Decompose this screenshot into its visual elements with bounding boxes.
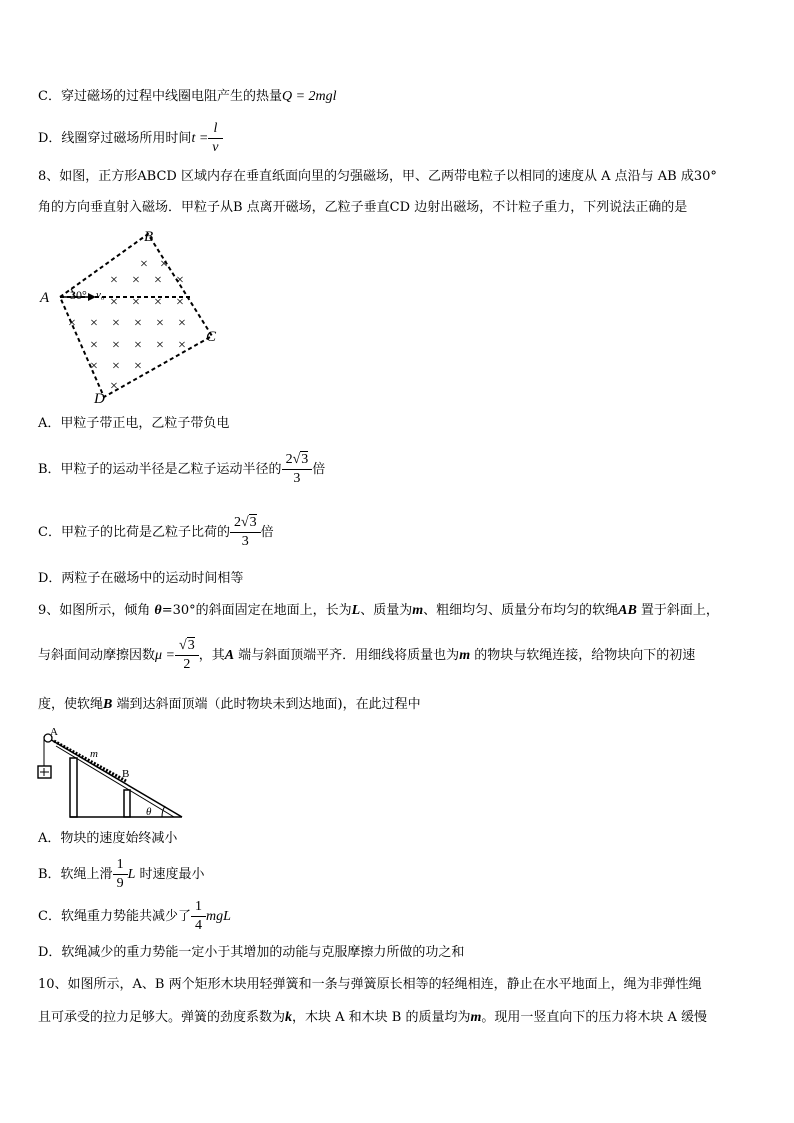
q8-field-cross: × (110, 273, 118, 288)
q8-magnetic-field-figure (36, 226, 236, 406)
q9-incline-lower-edge (56, 746, 174, 817)
q8-velocity-arrowhead (88, 293, 96, 301)
q9-incline-surface (48, 738, 182, 817)
q8-field-cross: × (90, 338, 98, 353)
q8-field-cross: × (90, 316, 98, 331)
q10-stem-line-2: 且可承受的拉力足够大。弹簧的劲度系数为k，木块 A 和木块 B 的质量均为m。现用一竖直向下的压力将木块 A 缓慢 (38, 1010, 708, 1025)
q9-label-theta: θ (146, 806, 152, 818)
q8-field-cross: × (112, 338, 120, 353)
q8-angle-label: 30° (70, 288, 87, 302)
q8-option-b: B．甲粒子的运动半径是乙粒子运动半径的 $\frac{2√3}{3}$ 倍 (38, 452, 326, 486)
q8-field-cross: × (134, 316, 142, 331)
q8-field-cross: × (134, 338, 142, 353)
q8-option-d: D．两粒子在磁场中的运动时间相等 (38, 571, 244, 586)
q8-field-cross: × (178, 338, 186, 353)
q8-field-cross: × (68, 316, 76, 331)
q8-field-cross: × (154, 295, 162, 310)
q7-option-c: C．穿过磁场的过程中线圈电阻产生的热量Q = 2mgl (38, 89, 337, 104)
q9-option-b-fraction: $\frac{1}{9}$ (115, 857, 126, 892)
q9-option-a: A．物块的速度始终减小 (38, 831, 178, 846)
q9-mu-fraction: $\frac{√3}{2}$ (177, 638, 197, 673)
q8-label-d: D (94, 391, 105, 406)
q8-option-b-fraction: $\frac{2√3}{3}$ (284, 452, 311, 487)
q8-field-cross: × (160, 257, 168, 272)
q8-stem-line-1: 8、如图，正方形ABCD 区域内存在垂直纸面向里的匀强磁场，甲、乙两带电粒子以相同的速度从 A 点沿与 AB 成30° (38, 169, 717, 184)
q8-stem-line-2: 角的方向垂直射入磁场．甲粒子从B 点离开磁场，乙粒子垂直CD 边射出磁场，不计粒子重力，下列说法正确的是 (38, 200, 688, 215)
q9-stem-line-1: 9、如图所示，倾角 θ=30°的斜面固定在地面上，长为L、质量为m、粗细均匀、质量分布均匀的软绳AB 置于斜面上， (38, 603, 719, 618)
q9-label-b: B (122, 768, 130, 780)
q8-label-c: C (206, 329, 217, 345)
q8-option-a: A．甲粒子带正电，乙粒子带负电 (38, 416, 230, 431)
q8-field-cross: × (154, 273, 162, 288)
q9-option-c-fraction: $\frac{1}{4}$ (193, 899, 204, 934)
q8-field-cross: × (176, 273, 184, 288)
q10-stem-line-1: 10、如图所示，A、B 两个矩形木块用轻弹簧和一条与弹簧原长相等的轻绳相连，静止在水平地面上，绳为非弹性绳 (38, 977, 702, 992)
q9-label-m: m (90, 748, 98, 760)
q8-field-cross: × (156, 316, 164, 331)
q9-soft-rope (54, 741, 126, 781)
q8-option-c: C．甲粒子的比荷是乙粒子比荷的 $\frac{2√3}{3}$ 倍 (38, 515, 274, 549)
q7-option-d-fraction: $\frac{l}{v}$ (210, 121, 220, 156)
q8-field-cross: × (176, 295, 184, 310)
q7-option-c-formula: Q = 2mgl (281, 89, 337, 104)
q7-option-d: D．线圈穿过磁场所用时间t = $\frac{l}{v}$ (38, 121, 223, 156)
q9-stem-line-3: 度，使软绳B 端到达斜面顶端（此时物块未到达地面)，在此过程中 (38, 697, 421, 712)
q9-stem-line-2: 与斜面间动摩擦因数μ = $\frac{√3}{2}$ ，其A 端与斜面顶端平齐．用细线将质量也为m 的物块与软绳连接，给物块向下的初速 (38, 638, 696, 672)
q9-incline-figure (34, 724, 184, 820)
q8-field-cross: × (112, 359, 120, 374)
q8-field-cross: × (140, 257, 148, 272)
q8-field-cross: × (132, 295, 140, 310)
q8-field-cross: × (90, 359, 98, 374)
q8-option-c-fraction: $\frac{2√3}{3}$ (232, 515, 259, 550)
q9-right-pillar (124, 790, 130, 817)
q8-field-cross: × (132, 273, 140, 288)
q9-label-a: A (50, 726, 58, 738)
q8-velocity-label: v₀ (96, 289, 105, 301)
q8-label-b: B (144, 229, 154, 245)
q9-option-b: B．软绳上滑 $\frac{1}{9}$ L 时速度最小 (38, 857, 205, 891)
q9-option-d: D．软绳减少的重力势能一定小于其增加的动能与克服摩擦力所做的功之和 (38, 945, 465, 960)
q8-field-cross: × (112, 316, 120, 331)
q8-label-a: A (40, 290, 50, 306)
q8-field-cross: × (156, 338, 164, 353)
q9-left-pillar (70, 758, 77, 817)
q8-field-cross: × (134, 359, 142, 374)
q8-field-cross: × (110, 379, 118, 394)
q8-field-cross: × (178, 316, 186, 331)
q8-field-cross: × (110, 295, 118, 310)
q9-option-c: C．软绳重力势能共减少了 $\frac{1}{4}$ mgL (38, 899, 231, 933)
